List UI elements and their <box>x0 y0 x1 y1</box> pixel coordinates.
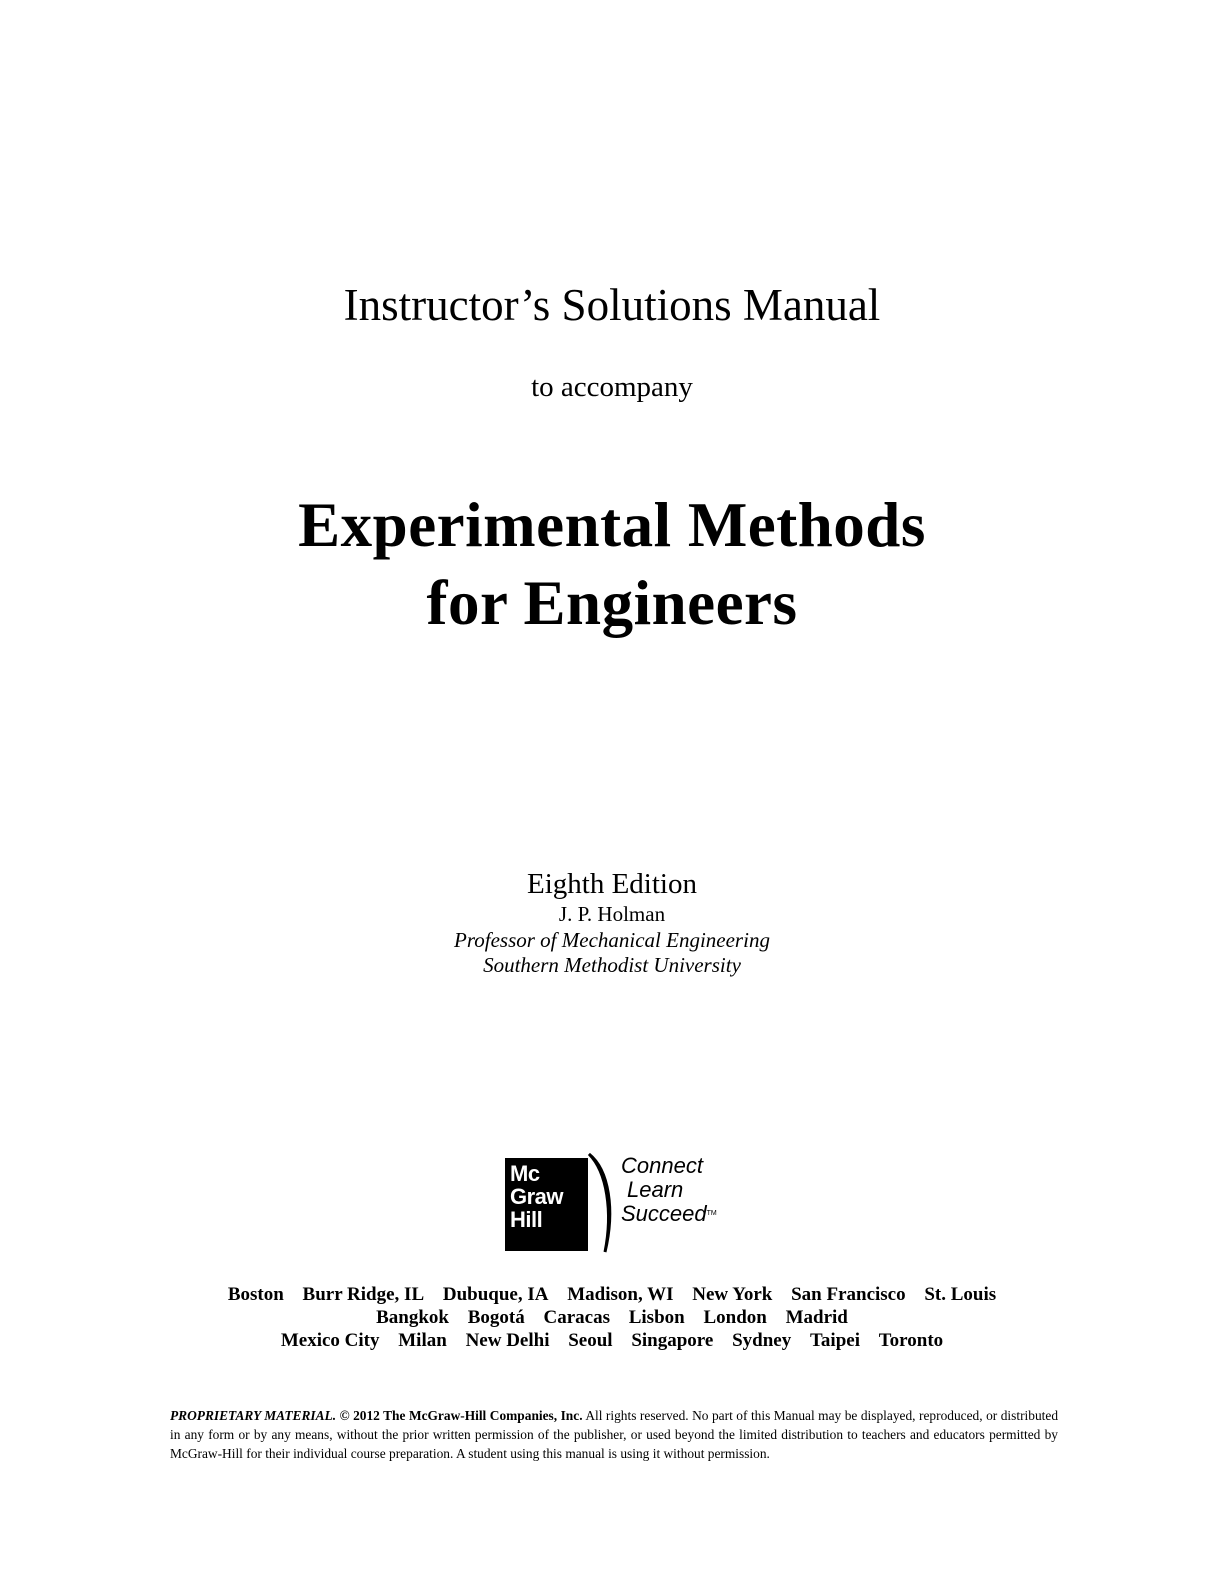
book-title-line-2: for Engineers <box>426 568 798 638</box>
proprietary-label: PROPRIETARY MATERIAL. <box>170 1408 337 1423</box>
mcgraw-hill-logo <box>505 1150 720 1256</box>
city: Caracas <box>543 1307 610 1328</box>
accompany-text: to accompany <box>531 371 693 403</box>
city: Lisbon <box>628 1307 685 1328</box>
logo-brand-line: Hill <box>510 1207 543 1232</box>
edition: Eighth Edition <box>527 868 697 900</box>
city: Madrid <box>785 1307 848 1328</box>
city: Dubuque, IA <box>442 1284 549 1305</box>
logo-tagline <box>621 1154 717 1226</box>
mcgraw-hill-logo-box <box>505 1158 588 1251</box>
book-title-line-1: Experimental Methods <box>298 490 926 560</box>
logo-tagline-line: Learn <box>627 1177 684 1202</box>
book-title <box>0 486 1224 642</box>
city: New York <box>692 1284 773 1305</box>
city: Madison, WI <box>567 1284 674 1305</box>
logo-brand-line: Mc <box>510 1161 540 1186</box>
city: San Francisco <box>791 1284 906 1305</box>
publisher-cities-row-1 <box>0 1284 1224 1306</box>
logo-tagline-line: Connect <box>621 1153 703 1178</box>
manual-title: Instructor’s Solutions Manual <box>343 280 881 330</box>
logo-arc-icon <box>587 1150 621 1256</box>
city: Taipei <box>809 1330 860 1351</box>
author: J. P. Holman <box>558 902 666 926</box>
city: Burr Ridge, IL <box>302 1284 425 1305</box>
city: Boston <box>227 1284 284 1305</box>
city: New Delhi <box>465 1330 550 1351</box>
copyright-notice <box>170 1406 1058 1463</box>
author-title: Professor of Mechanical Engineering <box>454 928 770 952</box>
publisher-cities-row-2 <box>0 1307 1224 1329</box>
city: London <box>703 1307 767 1328</box>
city: Milan <box>398 1330 447 1351</box>
logo-tagline-line <box>621 1202 717 1226</box>
city: Mexico City <box>280 1330 380 1351</box>
city: Toronto <box>878 1330 944 1351</box>
city: Sydney <box>732 1330 792 1351</box>
city: Bangkok <box>376 1307 449 1328</box>
publisher-cities-row-3 <box>0 1330 1224 1352</box>
logo-tagline-word: Succeed <box>621 1201 707 1226</box>
city: Bogotá <box>467 1307 525 1328</box>
rights-notice: All rights reserved. No part of this Manual may be displayed, reproduced, or distributed in any form or by any means, without the prior written permission of the publisher, or used beyond the limited distribution to teachers and educators permitted by McGraw-Hill for their individual course preparation. A student using this manual is using it without permission. <box>170 1408 1059 1461</box>
city: St. Louis <box>924 1284 997 1305</box>
logo-brand-line: Graw <box>510 1184 564 1209</box>
author-university: Southern Methodist University <box>483 953 741 977</box>
copyright-line: © 2012 The McGraw-Hill Companies, Inc. <box>339 1408 583 1423</box>
city: Seoul <box>568 1330 613 1351</box>
trademark-mark: TM <box>706 1210 717 1217</box>
city: Singapore <box>631 1330 714 1351</box>
